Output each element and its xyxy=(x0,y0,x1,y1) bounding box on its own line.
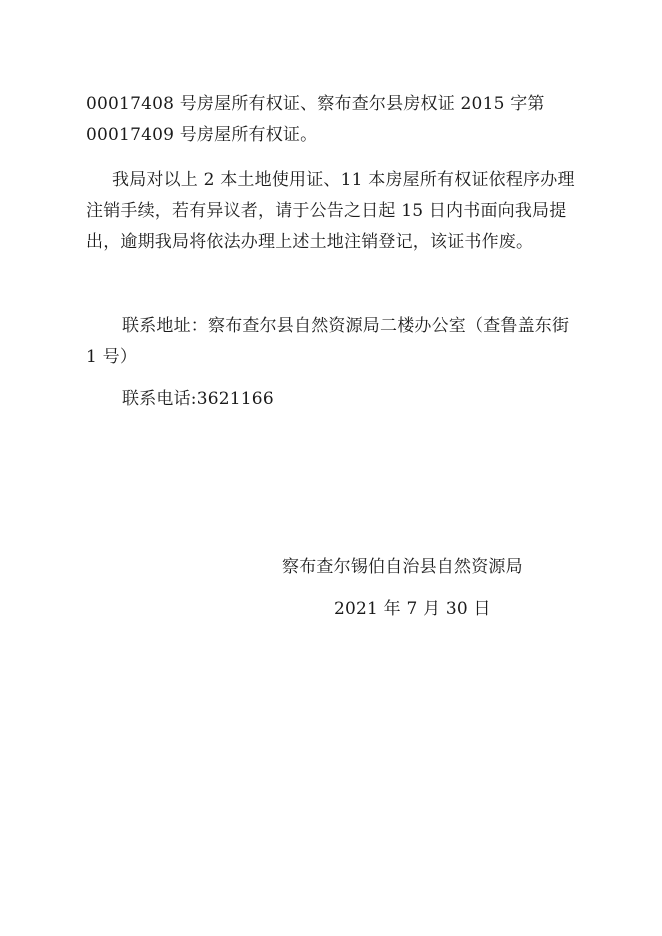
certificate-list-line-2: 00017409 号房屋所有权证。 xyxy=(86,125,318,145)
notice-paragraph-line-1: 我局对以上 2 本土地使用证、11 本房屋所有权证依程序办理 xyxy=(112,170,575,190)
issue-date: 2021 年 7 月 30 日 xyxy=(334,599,491,619)
notice-paragraph-line-2: 注销手续，若有异议者，请于公告之日起 15 日内书面向我局提 xyxy=(86,201,567,221)
certificate-list-line-1: 00017408 号房屋所有权证、察布查尔县房权证 2015 字第 xyxy=(86,94,545,114)
contact-address-line-2: 1 号） xyxy=(86,347,138,367)
issuer-name: 察布查尔锡伯自治县自然资源局 xyxy=(282,557,523,577)
notice-paragraph-line-3: 出，逾期我局将依法办理上述土地注销登记，该证书作废。 xyxy=(86,232,534,252)
contact-address-line-1: 联系地址：察布查尔县自然资源局二楼办公室（查鲁盖东街 xyxy=(122,316,570,336)
contact-phone: 联系电话:3621166 xyxy=(122,389,274,409)
